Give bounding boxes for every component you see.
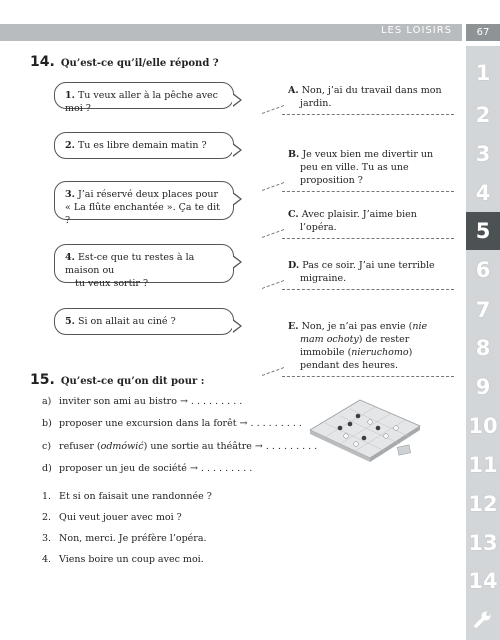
bubble-number: 2. <box>65 140 75 151</box>
task-text-pre: refuser ( <box>59 441 101 452</box>
task-text: inviter son ami au bistro → . . . . . . . . . <box>59 396 243 407</box>
exercise-15-heading <box>30 372 204 388</box>
task-d <box>42 462 252 475</box>
exercise-number: 15. <box>30 372 55 388</box>
task-a <box>42 395 242 408</box>
exercise-14-heading <box>30 54 219 70</box>
bubble-text-line1: Est-ce que tu restes à la maison ou <box>65 252 195 276</box>
speech-bubble-5 <box>54 308 234 335</box>
page-number: 67 <box>466 24 500 41</box>
wrench-icon[interactable] <box>466 600 500 638</box>
task-c <box>42 440 317 453</box>
speech-tail <box>233 319 242 333</box>
bubble-text-line2: tu veux sortir ? <box>75 278 149 289</box>
answer-text: Pas ce soir. J’ai une terrible migraine. <box>300 260 435 284</box>
chapter-tab-1[interactable]: 1 <box>475 61 491 85</box>
phrase-text: Qui veut jouer avec moi ? <box>59 512 182 523</box>
chapter-tab-8[interactable]: 8 <box>475 336 491 360</box>
chapter-tab-11[interactable]: 11 <box>468 453 498 477</box>
phrase-text: Viens boire un coup avec moi. <box>59 554 204 565</box>
answer-a <box>282 84 454 115</box>
dashed-connector <box>262 182 284 200</box>
bubble-text-line1: J’ai réservé deux places pour <box>77 189 218 200</box>
bubble-number: 1. <box>65 90 75 101</box>
phrase-number: 4. <box>42 554 52 565</box>
chapter-tab-14[interactable]: 14 <box>468 569 498 593</box>
answer-b <box>282 148 454 192</box>
chapter-tab-6[interactable]: 6 <box>475 258 491 282</box>
answer-text: Avec plaisir. J’aime bien l’opéra. <box>300 209 417 233</box>
bubble-text-line2: « La flûte enchantée ». Ça te dit ? <box>65 202 220 226</box>
bubble-text: Si on allait au ciné ? <box>77 316 176 327</box>
phrase-4 <box>42 553 204 566</box>
speech-tail <box>233 255 242 269</box>
answer-text-mid: ) de rester immobile ( <box>300 334 410 358</box>
speech-bubble-2 <box>54 132 234 159</box>
dashed-connector <box>262 367 284 385</box>
chapter-tab-10[interactable]: 10 <box>468 414 498 438</box>
chapter-tabs <box>466 46 500 640</box>
phrase-text: Et si on faisait une randonnée ? <box>59 491 212 502</box>
speech-tail <box>233 143 242 157</box>
task-letter: c) <box>42 441 52 452</box>
chapter-tab-4[interactable]: 4 <box>475 181 491 205</box>
speech-bubble-4 <box>54 244 234 289</box>
answer-d <box>282 259 454 290</box>
bubble-number: 4. <box>65 252 75 263</box>
answer-e <box>282 320 454 377</box>
phrase-2 <box>42 511 182 524</box>
chapter-tab-9[interactable]: 9 <box>475 375 491 399</box>
phrase-number: 1. <box>42 491 52 502</box>
speech-tail <box>233 192 242 206</box>
bubble-number: 5. <box>65 316 75 327</box>
answer-text-pre: Non, je n’ai pas envie ( <box>301 321 413 332</box>
answer-letter: D. <box>288 260 300 271</box>
answer-letter: E. <box>288 321 299 332</box>
answer-text-post: ) pendant des heures. <box>300 347 413 371</box>
chapter-tab-13[interactable]: 13 <box>468 531 498 555</box>
exercise-title: Qu’est-ce qu’il/elle répond ? <box>60 58 219 69</box>
bubble-text: Tu veux aller à la pêche avec moi ? <box>65 90 218 114</box>
task-italic: odmówić <box>100 441 144 452</box>
phrase-number: 2. <box>42 512 52 523</box>
section-label: LES LOISIRS <box>380 25 452 36</box>
bubble-text: Tu es libre demain matin ? <box>77 140 207 151</box>
answer-text: Je veux bien me divertir un peu en ville. Tu as une proposition ? <box>300 149 434 186</box>
answer-letter: C. <box>288 209 299 220</box>
chapter-tab-7[interactable]: 7 <box>475 298 491 322</box>
exercise-title: Qu’est-ce qu’on dit pour : <box>60 376 205 387</box>
task-text: proposer une excursion dans la forêt → . . . . . . . . . <box>59 418 302 429</box>
phrase-3 <box>42 532 207 545</box>
section-header-bar <box>0 24 462 41</box>
answer-text: Non, j’ai du travail dans mon jardin. <box>300 85 442 109</box>
chapter-tab-3[interactable]: 3 <box>475 142 491 166</box>
task-letter: d) <box>42 463 52 474</box>
answer-letter: A. <box>288 85 299 96</box>
chapter-tab-5[interactable]: 5 <box>466 212 500 250</box>
chapter-tab-2[interactable]: 2 <box>475 103 491 127</box>
task-letter: b) <box>42 418 52 429</box>
dashed-connector <box>262 280 284 298</box>
dashed-connector <box>262 105 284 123</box>
answer-c <box>282 208 454 239</box>
speech-bubble-1 <box>54 82 234 114</box>
chapter-tab-12[interactable]: 12 <box>468 492 498 516</box>
exercise-number: 14. <box>30 54 55 70</box>
task-text: proposer un jeu de société → . . . . . . . . . <box>59 463 253 474</box>
answer-italic-1: nie mam ochoty <box>300 321 428 345</box>
answer-letter: B. <box>288 149 300 160</box>
task-b <box>42 417 302 430</box>
board-game-illustration <box>300 398 430 468</box>
answer-italic-2: nieruchomo <box>351 347 409 358</box>
phrase-1 <box>42 490 212 503</box>
speech-tail <box>233 93 242 107</box>
phrase-number: 3. <box>42 533 52 544</box>
task-text-post: ) une sortie au théâtre → . . . . . . . . . <box>143 441 318 452</box>
phrase-text: Non, merci. Je préfère l’opéra. <box>59 533 207 544</box>
bubble-number: 3. <box>65 189 75 200</box>
speech-bubble-3 <box>54 181 234 226</box>
dashed-connector <box>262 229 284 247</box>
task-letter: a) <box>42 396 52 407</box>
